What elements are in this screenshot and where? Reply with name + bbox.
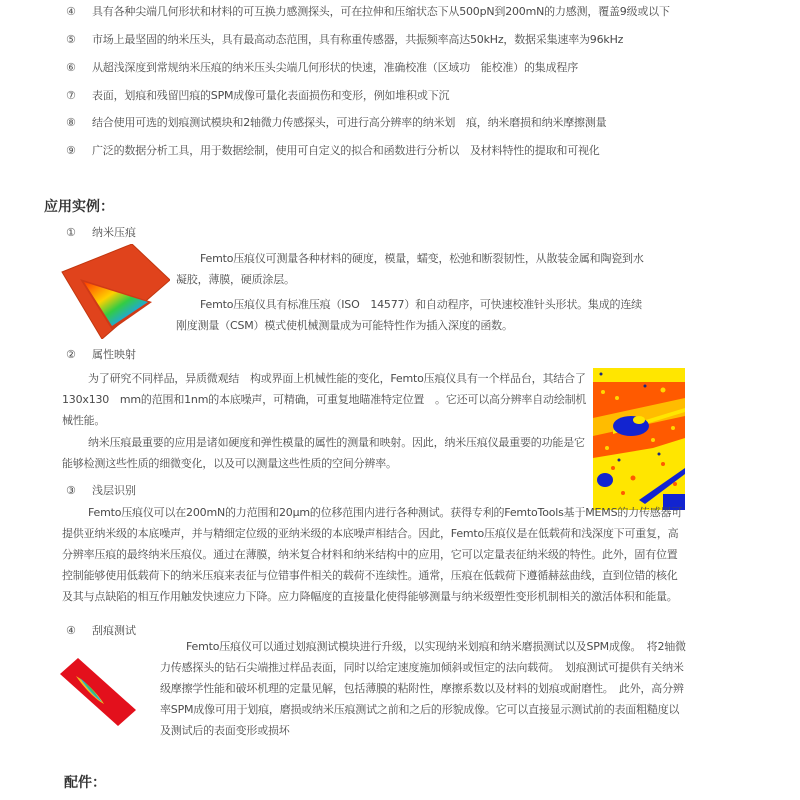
feature-text: 表面，划痕和残留凹痕的SPM成像可量化表面损伤和变形，例如堆积或下沉 — [92, 89, 450, 102]
feature-item-6 — [66, 59, 578, 75]
paragraph-text: Femto压痕仪可以通过划痕测试模块进行升级，以实现纳米划痕和纳米磨损测试以及SPM成像。 将2轴微力传感探头的钻石尖端推过样品表面，同时以给定速度施加倾斜或恒定的法向载荷。 划痕测试可提供有关纳米级摩擦学性能和破坏机理的定量见解，包括薄膜的粘附性，摩擦系数以及材料的划痕或耐磨性。 此外，高分辨率SPM成像可用于划痕，磨损或纳米压痕测试之前和之后的形貌成像。它可以直接显示测试前的表面粗糙度以及测试后的表面变形或损坏 — [160, 640, 686, 737]
feature-number: ⑦ — [66, 89, 76, 102]
application-title-property-mapping — [66, 346, 136, 362]
application-title-scratch-test — [66, 622, 136, 638]
application-number: ③ — [66, 484, 76, 497]
feature-number: ⑤ — [66, 33, 76, 46]
application-title-nanoindentation — [66, 224, 136, 240]
application-title-text: 纳米压痕 — [92, 226, 136, 239]
nanoindentation-paragraph-1 — [176, 248, 652, 290]
paragraph-text: Femto压痕仪具有标准压痕（ISO 14577）和自动程序，可快速校准针头形状。集成的连续刚度测量（CSM）模式使机械测量成为可能特性作为插入深度的函数。 — [176, 298, 642, 332]
application-number: ④ — [66, 624, 76, 637]
property-map-image — [593, 368, 685, 510]
property-mapping-paragraph-1 — [62, 368, 592, 431]
feature-text: 广泛的数据分析工具，用于数据绘制，使用可自定义的拟合和函数进行分析以 及材料特性的提取和可视化 — [92, 144, 600, 157]
application-title-text: 属性映射 — [92, 348, 136, 361]
nanoindentation-paragraph-2 — [176, 294, 652, 336]
application-title-text: 刮痕测试 — [92, 624, 136, 637]
shallow-identification-paragraph-1 — [62, 502, 688, 607]
feature-text: 结合使用可选的划痕测试模块和2轴微力传感探头，可进行高分辨率的纳米划 痕，纳米磨损和纳米摩擦测量 — [92, 116, 607, 129]
feature-number: ⑥ — [66, 61, 76, 74]
paragraph-text: Femto压痕仪可测量各种材料的硬度，模量，蠕变，松弛和断裂韧性，从散装金属和陶瓷到水凝胶，薄膜，硬质涂层。 — [176, 252, 644, 286]
paragraph-text: 为了研究不同样品，异质微观结 构或界面上机械性能的变化，Femto压痕仪具有一个样品台，其结合了130x130 mm的范围和1nm的本底噪声，可精确，可重复地瞄准特定位置 。它还可以高分辨率自动绘制机械性能。 — [62, 372, 587, 427]
accessories-heading: 配件： — [64, 775, 106, 791]
feature-text: 市场上最坚固的纳米压头，具有最高动态范围，具有称重传感器，共振频率高达50kHz，数据采集速率为96kHz — [92, 33, 624, 46]
feature-text: 从超浅深度到常规纳米压痕的纳米压头尖端几何形状的快速，准确校准（区域功 能校准）的集成程序 — [92, 61, 578, 74]
paragraph-text: 纳米压痕最重要的应用是诸如硬度和弹性模量的属性的测量和映射。因此，纳米压痕仪最重要的功能是它能够检测这些性质的细微变化，以及可以测量这些性质的空间分辨率。 — [62, 436, 585, 470]
feature-item-9 — [66, 142, 600, 158]
feature-text: 具有各种尖端几何形状和材料的可互换力感测探头，可在拉伸和压缩状态下从500pN到200mN的力感测，覆盖9级或以下 — [92, 5, 670, 18]
feature-item-5 — [66, 31, 623, 47]
feature-number: ④ — [66, 5, 76, 18]
application-title-text: 浅层识别 — [92, 484, 136, 497]
property-mapping-paragraph-2 — [62, 432, 592, 474]
paragraph-text: Femto压痕仪可以在200mN的力范围和20μm的位移范围内进行各种测试。获得专利的FemtoTools基于MEMS的力传感器可提供亚纳米级的本底噪声，并与精细定位级的亚纳米级的本底噪声相结合。因此，Femto压痕仪是在低载荷和浅深度下可重复，高分辨率压痕的最终纳米压痕仪。通过在薄膜，纳米复合材料和纳米结构中的应用，它可以定量表征纳米级的特性。此外，固有位置控制能够使用低载荷下的纳米压痕来表征与位错事件相关的载荷不连续性。通常，压痕在低载荷下遵循赫兹曲线，直到位错的核化及其与点缺陷的相互作用触发快速应力下降。应力降幅度的直接量化使得能够测量与纳米级塑性变形机制相关的激活体积和能量。 — [62, 506, 683, 603]
scratch-test-image — [58, 652, 138, 728]
feature-item-8 — [66, 114, 606, 130]
application-number: ① — [66, 226, 76, 239]
application-title-shallow-identification — [66, 482, 136, 498]
applications-heading: 应用实例： — [44, 199, 114, 215]
scratch-test-paragraph-1 — [160, 636, 690, 741]
feature-number: ⑧ — [66, 116, 76, 129]
feature-item-4 — [66, 3, 670, 19]
feature-item-7 — [66, 87, 449, 103]
feature-number: ⑨ — [66, 144, 76, 157]
application-number: ② — [66, 348, 76, 361]
nanoindentation-triangle-image — [60, 244, 170, 339]
